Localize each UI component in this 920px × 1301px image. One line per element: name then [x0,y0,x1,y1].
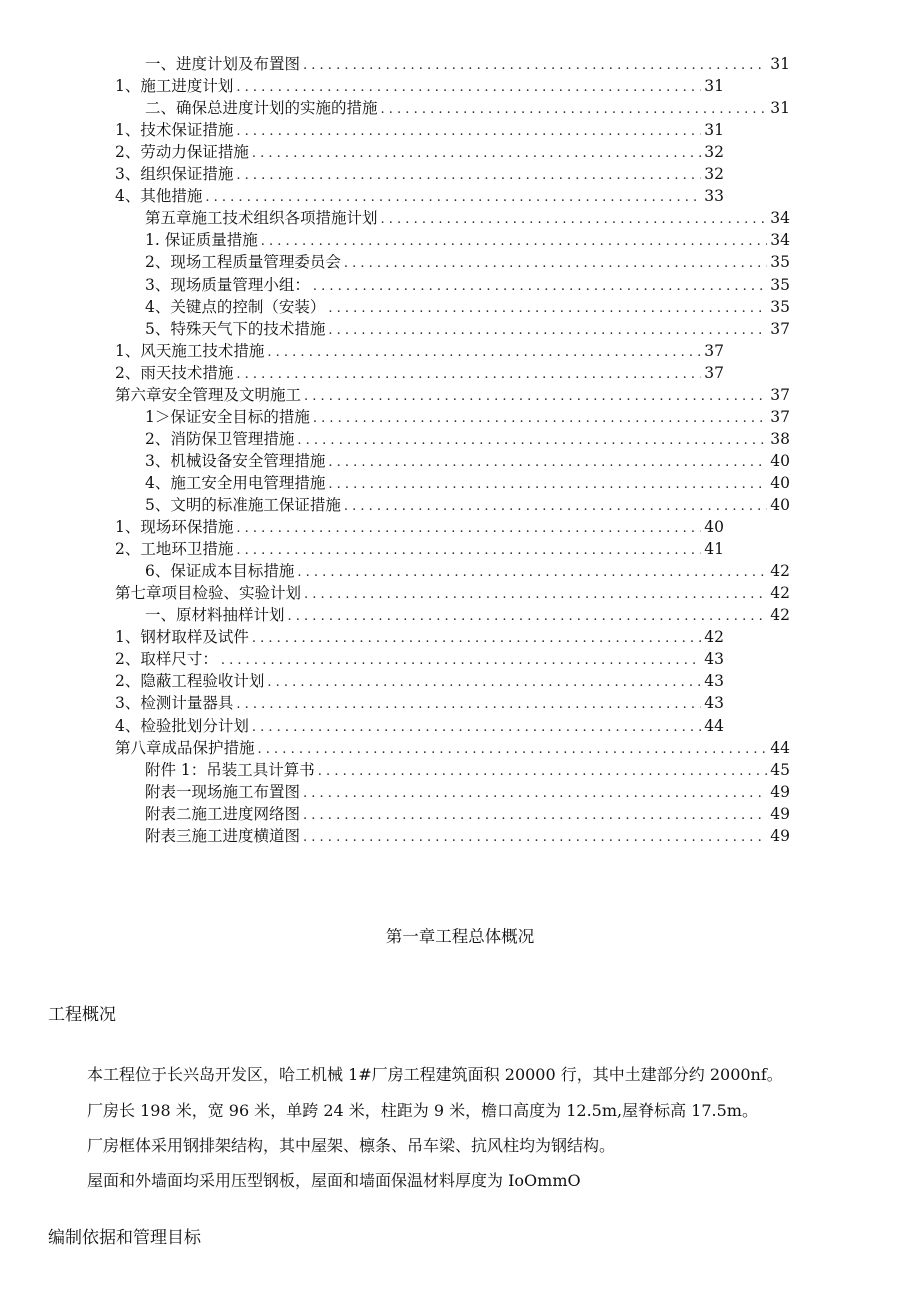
toc-entry-title: 4、检验批划分计划 [115,716,249,735]
toc-entry-title: 2、工地环卫措施 [115,540,234,559]
toc-dot-leader [258,739,768,761]
toc-entry-title: 2、雨天技术措施 [115,363,234,382]
toc-entry[interactable] [115,670,724,692]
toc-entry[interactable] [145,318,790,340]
toc-dot-leader [236,165,701,187]
toc-entry-page-number: 41 [704,540,724,559]
toc-entry[interactable] [145,781,790,803]
toc-entry-page-number: 44 [770,738,790,757]
toc-dot-leader [303,805,767,827]
toc-entry-page-number: 49 [770,826,790,845]
toc-dot-leader [381,99,768,121]
toc-entry[interactable] [145,494,790,516]
toc-dot-leader [297,562,767,584]
toc-entry-page-number: 43 [704,672,724,691]
toc-entry-title: 3、检测计量器具 [115,694,234,713]
toc-dot-leader [288,606,768,628]
toc-entry-page-number: 43 [704,694,724,713]
toc-entry-title: 第八章成品保护措施 [115,738,255,757]
toc-entry-page-number: 44 [704,716,724,735]
toc-entry[interactable] [115,384,790,406]
toc-entry[interactable] [115,692,724,714]
toc-entry-page-number: 49 [770,782,790,801]
toc-entry[interactable] [115,185,724,207]
toc-entry-page-number: 35 [770,275,790,294]
toc-dot-leader [344,496,767,518]
toc-entry-title: 附表三施工进度横道图 [145,826,301,845]
toc-entry-page-number: 42 [770,584,790,603]
toc-entry-title: 1、钢材取样及试件 [115,628,249,647]
toc-entry-page-number: 40 [704,518,724,537]
paragraph: 厂房框体采用钢排架结构，其中屋架、檩条、吊车梁、抗风柱均为钢结构。 [87,1136,616,1155]
toc-dot-leader [236,121,701,143]
toc-entry-title: 附件 1：吊装工具计算书 [145,760,315,779]
toc-entry-page-number: 49 [770,804,790,823]
toc-entry[interactable] [145,97,790,119]
toc-dot-leader [328,474,767,496]
toc-entry-title: 1、现场环保措施 [115,518,234,537]
toc-dot-leader [328,298,767,320]
toc-dot-leader [267,342,701,364]
toc-entry-page-number: 45 [770,760,790,779]
toc-entry-title: 附表一现场施工布置图 [145,782,301,801]
toc-entry-title: 2、现场工程质量管理委员会 [145,253,341,272]
toc-entry-title: 第七章项目检验、实验计划 [115,584,302,603]
paragraph: 屋面和外墙面均采用压型钢板，屋面和墙面保温材料厚度为 IoOmmO [87,1171,581,1190]
toc-dot-leader [236,518,701,540]
toc-entry[interactable] [115,75,724,97]
toc-entry-page-number: 35 [770,297,790,316]
toc-entry[interactable] [145,274,790,296]
toc-entry[interactable] [145,560,790,582]
toc-entry-title: 附表二施工进度网络图 [145,804,301,823]
toc-entry[interactable] [115,715,724,737]
toc-entry[interactable] [115,582,790,604]
toc-dot-leader [318,761,767,783]
toc-entry-title: 第六章安全管理及文明施工 [115,385,302,404]
toc-dot-leader [205,187,701,209]
toc-entry[interactable] [115,626,724,648]
toc-entry-title: 2、劳动力保证措施 [115,143,249,162]
toc-entry[interactable] [115,516,724,538]
toc-entry[interactable] [145,251,790,273]
toc-dot-leader [303,783,767,805]
toc-dot-leader [261,231,768,253]
toc-entry-title: 第五章施工技术组织各项措施计划 [145,209,378,228]
toc-entry-page-number: 32 [704,165,724,184]
toc-dot-leader [328,452,767,474]
toc-entry[interactable] [145,604,790,626]
toc-entry[interactable] [115,163,724,185]
toc-entry-title: 4、其他措施 [115,187,203,206]
toc-entry-title: 6、保证成本目标措施 [145,562,295,581]
toc-dot-leader [313,276,767,298]
toc-entry-page-number: 31 [770,55,790,73]
toc-entry-page-number: 31 [704,121,724,140]
toc-entry[interactable] [115,737,790,759]
toc-entry-title: 1、风天施工技术措施 [115,341,265,360]
toc-entry[interactable] [145,450,790,472]
toc-entry-page-number: 42 [704,628,724,647]
toc-entry-title: 3、现场质量管理小组： [145,275,310,294]
toc-entry[interactable] [145,53,790,75]
toc-entry[interactable] [145,825,790,847]
toc-dot-leader [236,364,701,386]
toc-entry-title: 1＞保证安全目标的措施 [145,407,310,426]
toc-entry-title: 一、原材料抽样计划 [145,606,285,625]
toc-entry-page-number: 40 [770,496,790,514]
toc-entry[interactable] [145,803,790,825]
toc-entry-page-number: 37 [770,407,790,426]
toc-dot-leader [313,408,767,430]
toc-entry-title: 5、特殊天气下的技术措施 [145,319,326,338]
toc-entry[interactable] [145,428,790,450]
toc-entry-title: 3、机械设备安全管理措施 [145,451,326,470]
toc-entry-title: 2、消防保卫管理措施 [145,429,295,448]
toc-entry-page-number: 40 [770,473,790,492]
toc-entry-title: 5、文明的标准施工保证措施 [145,496,341,514]
toc-entry[interactable] [145,472,790,494]
toc-dot-leader [297,430,767,452]
toc-entry-page-number: 33 [704,187,724,206]
toc-dot-leader [252,143,701,165]
toc-dot-leader [221,650,701,672]
toc-dot-leader [267,672,701,694]
section-heading-project-overview: 工程概况 [48,1005,116,1025]
toc-entry-title: 2、隐蔽工程验收计划 [115,672,265,691]
toc-entry-page-number: 42 [770,562,790,581]
toc-entry[interactable] [115,648,724,670]
toc-dot-leader [304,386,767,408]
toc-entry-page-number: 35 [770,253,790,272]
toc-entry[interactable] [145,759,790,781]
toc-entry-page-number: 37 [770,385,790,404]
toc-entry[interactable] [145,207,790,229]
toc-dot-leader [252,628,701,650]
toc-entry-title: 1、施工进度计划 [115,77,234,96]
toc-entry[interactable] [145,406,790,428]
toc-dot-leader [252,717,701,739]
toc-entry-page-number: 34 [770,209,790,228]
toc-entry-page-number: 32 [704,143,724,162]
toc-entry-page-number: 31 [770,99,790,118]
toc-entry-title: 1、技术保证措施 [115,121,234,140]
toc-entry[interactable] [115,362,724,384]
toc-entry-title: 1. 保证质量措施 [145,231,258,250]
toc-entry-page-number: 37 [770,319,790,338]
toc-dot-leader [303,827,767,849]
toc-dot-leader [344,253,767,275]
toc-entry-title: 一、进度计划及布置图 [145,55,301,73]
toc-entry[interactable] [115,119,724,141]
toc-entry[interactable] [145,296,790,318]
toc-entry[interactable] [115,340,724,362]
toc-entry[interactable] [115,538,724,560]
toc-entry-title: 2、取样尺寸： [115,650,218,669]
toc-entry-page-number: 42 [770,606,790,625]
toc-dot-leader [236,694,701,716]
paragraph: 厂房长 198 米，宽 96 米，单跨 24 米，柱距为 9 米，檐口高度为 12.5m,屋脊标高 17.5m。 [87,1101,758,1120]
paragraph: 本工程位于长兴岛开发区，哈工机械 1#厂房工程建筑面积 20000 行，其中土建部分约 2000nf。 [87,1065,783,1084]
toc-dot-leader [328,320,767,342]
toc-entry-title: 4、施工安全用电管理措施 [145,473,326,492]
toc-entry-page-number: 37 [704,363,724,382]
toc-entry-title: 4、关键点的控制（安装） [145,297,326,316]
toc-dot-leader [236,77,701,99]
toc-dot-leader [236,540,701,562]
toc-entry-page-number: 40 [770,451,790,470]
toc-entry-page-number: 31 [704,77,724,96]
toc-dot-leader [303,55,767,77]
chapter-title: 第一章工程总体概况 [385,927,535,946]
toc-entry-title: 3、组织保证措施 [115,165,234,184]
toc-dot-leader [304,584,767,606]
toc-entry-page-number: 43 [704,650,724,669]
toc-entry-page-number: 37 [704,341,724,360]
toc-entry-page-number: 38 [770,429,790,448]
toc-entry-page-number: 34 [770,231,790,250]
toc-entry[interactable] [115,141,724,163]
toc-dot-leader [381,209,768,231]
toc-entry[interactable] [145,229,790,251]
toc-entry-title: 二、确保总进度计划的实施的措施 [145,99,378,118]
section-heading-basis-and-goals: 编制依据和管理目标 [48,1228,201,1248]
